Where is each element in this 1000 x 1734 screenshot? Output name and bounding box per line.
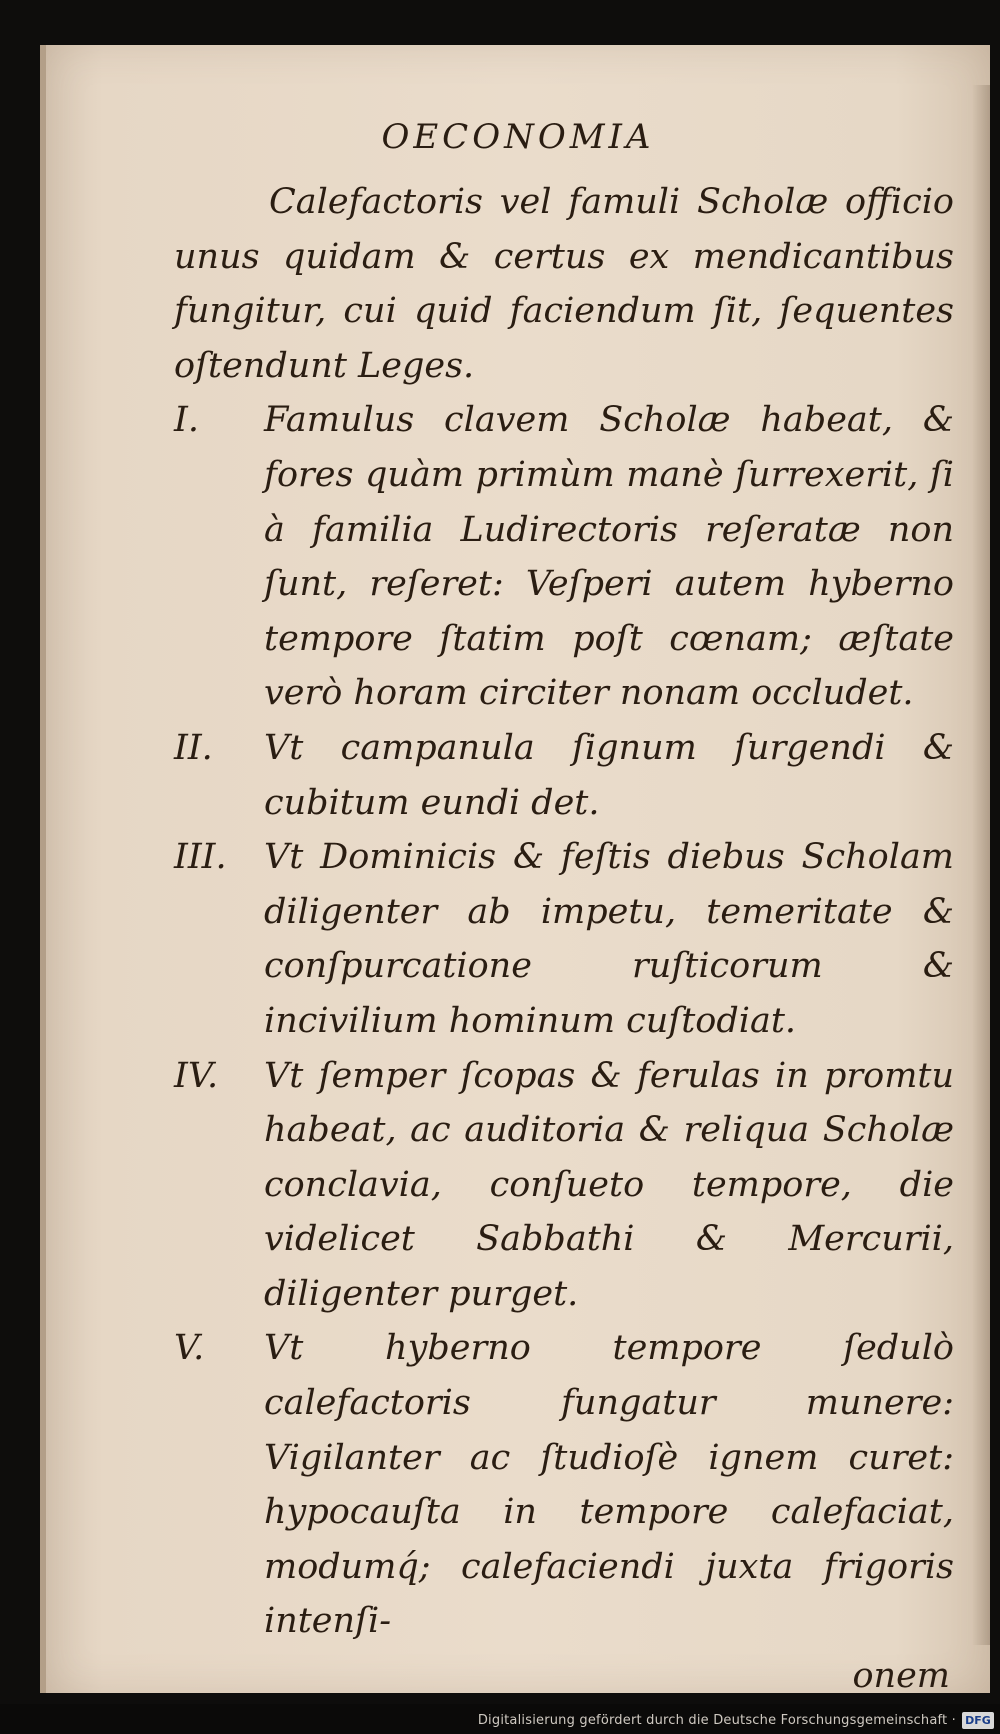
law-text: Vt ſemper ſcopas & ferulas in promtu habeat, ac auditoria & reliqua Scholæ conclavia, conſueto tempore, die videlicet Sabbathi & Mercurii, diligenter purget. <box>264 1055 954 1314</box>
law-text: Famulus clavem Scholæ habeat, & fores quàm primùm manè ſurrexerit, ſi à familia Ludirectoris reſeratæ non ſunt, reſeret: Veſperi autem hyberno tempore ſtatim poſt cœnam; æſtate verò horam circiter nonam occludet. <box>264 400 954 714</box>
law-text: Vt hyberno tempore ſedulò calefactoris fungatur munere: Vigilanter ac ſtudioſè ignem curet: hypocauſta in tempore calefaciat, modumq́; calefaciendi juxta frigoris intenſi- <box>264 1328 954 1642</box>
page-body-text <box>174 175 954 1704</box>
catchword: onem <box>852 1656 950 1697</box>
funding-credit: Digitalisierung gefördert durch die Deutsche Forschungsgemeinschaft · <box>477 1713 956 1728</box>
law-numeral: III. <box>174 837 227 878</box>
law-text: Vt Dominicis & feſtis diebus Scholam diligenter ab impetu, temeritate & conſpurcatione ruſticorum & incivilium hominum cuſtodiat. <box>264 837 954 1041</box>
law-numeral: IV. <box>174 1055 219 1096</box>
law-item-4 <box>174 1049 954 1322</box>
law-item-2 <box>174 721 954 830</box>
running-head: OECONOMIA <box>381 117 655 157</box>
law-item-1 <box>174 393 954 721</box>
dfg-logo-icon: DFG <box>962 1712 994 1729</box>
footer-bar <box>0 1704 1000 1734</box>
law-numeral: II. <box>174 727 213 768</box>
law-item-5 <box>174 1321 954 1649</box>
page-edge-shadow <box>972 85 990 1645</box>
law-numeral: I. <box>174 400 199 441</box>
law-item-3 <box>174 830 954 1048</box>
book-page <box>40 45 990 1697</box>
law-numeral: V. <box>174 1328 205 1369</box>
intro-paragraph: Calefactoris vel famuli Scholæ officio unus quidam & certus ex mendicantibus fungitur, cui quid faciendum ſit, ſequentes oſtendunt Leges. <box>174 182 954 386</box>
law-text: Vt campanula ſignum ſurgendi & cubitum eundi det. <box>264 727 954 823</box>
